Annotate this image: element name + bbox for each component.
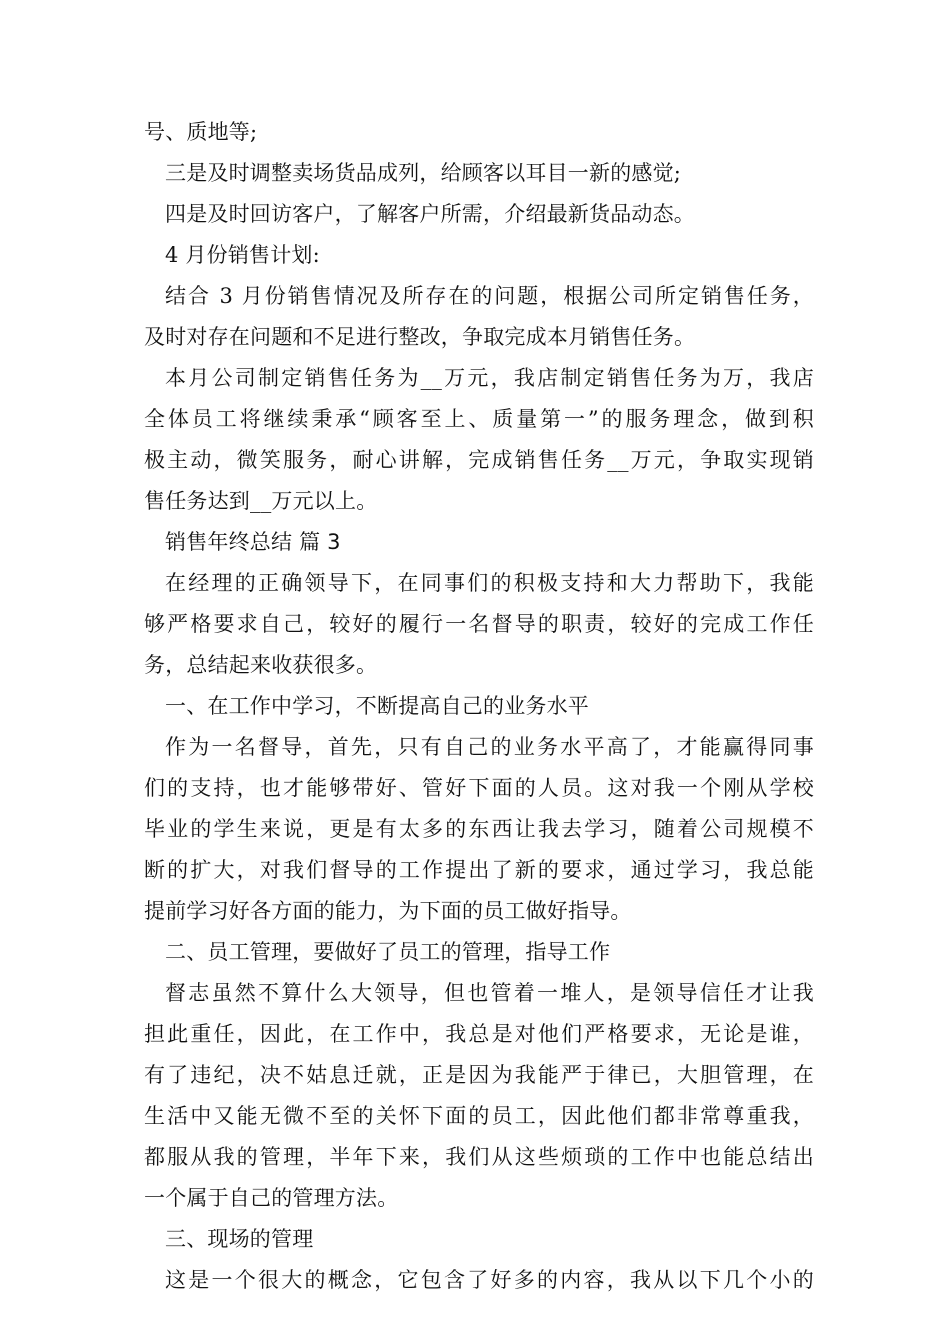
- paragraph-line: 一个属于自己的管理方法。: [144, 1186, 399, 1210]
- section-heading: 二、员工管理，要做好了员工的管理，指导工作: [165, 940, 611, 964]
- paragraph-line: 毕业的学生来说，更是有太多的东西让我去学习，随着公司规模不: [144, 817, 814, 841]
- paragraph-line: 这是一个很大的概念，它包含了好多的内容，我从以下几个小的: [165, 1268, 814, 1292]
- paragraph-line: 作为一名督导，首先，只有自己的业务水平高了，才能赢得同事: [165, 735, 814, 759]
- paragraph-line: 四是及时回访客户，了解客户所需，介绍最新货品动态。: [165, 202, 695, 226]
- section-heading: 三、现场的管理: [165, 1227, 314, 1251]
- paragraph-line: 督志虽然不算什么大领导，但也管着一堆人，是领导信任才让我: [165, 981, 814, 1005]
- paragraph-line: 够严格要求自己，较好的履行一名督导的职责，较好的完成工作任: [144, 612, 814, 636]
- paragraph-line: 本月公司制定销售任务为__万元，我店制定销售任务为万，我店: [165, 366, 814, 390]
- paragraph-line: 生活中又能无微不至的关怀下面的员工，因此他们都非常尊重我，: [144, 1104, 814, 1128]
- section-heading: 4 月份销售计划:: [165, 243, 320, 267]
- paragraph-line: 在经理的正确领导下，在同事们的积极支持和大力帮助下，我能: [165, 571, 814, 595]
- paragraph-line: 务，总结起来收获很多。: [144, 653, 378, 677]
- paragraph-line: 全体员工将继续秉承“顾客至上、质量第一”的服务理念，做到积: [144, 407, 814, 431]
- paragraph-line: 结合 3 月份销售情况及所存在的问题，根据公司所定销售任务，: [165, 284, 814, 308]
- document-page: [144, 112, 814, 1301]
- section-heading: 销售年终总结 篇 3: [165, 530, 341, 554]
- paragraph-line: 有了违纪，决不姑息迁就，正是因为我能严于律已，大胆管理，在: [144, 1063, 814, 1087]
- paragraph-line: 都服从我的管理，半年下来，我们从这些烦琐的工作中也能总结出: [144, 1145, 814, 1169]
- paragraph-line: 担此重任，因此，在工作中，我总是对他们严格要求，无论是谁，: [144, 1022, 814, 1046]
- paragraph-line: 及时对存在问题和不足进行整改，争取完成本月销售任务。: [144, 325, 696, 349]
- paragraph-line: 们的支持，也才能够带好、管好下面的人员。这对我一个刚从学校: [144, 776, 814, 800]
- paragraph-line: 提前学习好各方面的能力，为下面的员工做好指导。: [144, 899, 632, 923]
- paragraph-line: 售任务达到__万元以上。: [144, 489, 378, 513]
- paragraph-line: 三是及时调整卖场货品成列，给顾客以耳目一新的感觉;: [165, 161, 682, 185]
- section-heading: 一、在工作中学习，不断提高自己的业务水平: [165, 694, 589, 718]
- paragraph-line: 断的扩大，对我们督导的工作提出了新的要求，通过学习，我总能: [144, 858, 814, 882]
- paragraph-line: 极主动，微笑服务，耐心讲解，完成销售任务__万元，争取实现销: [144, 448, 814, 472]
- paragraph-line: 号、质地等;: [144, 120, 258, 144]
